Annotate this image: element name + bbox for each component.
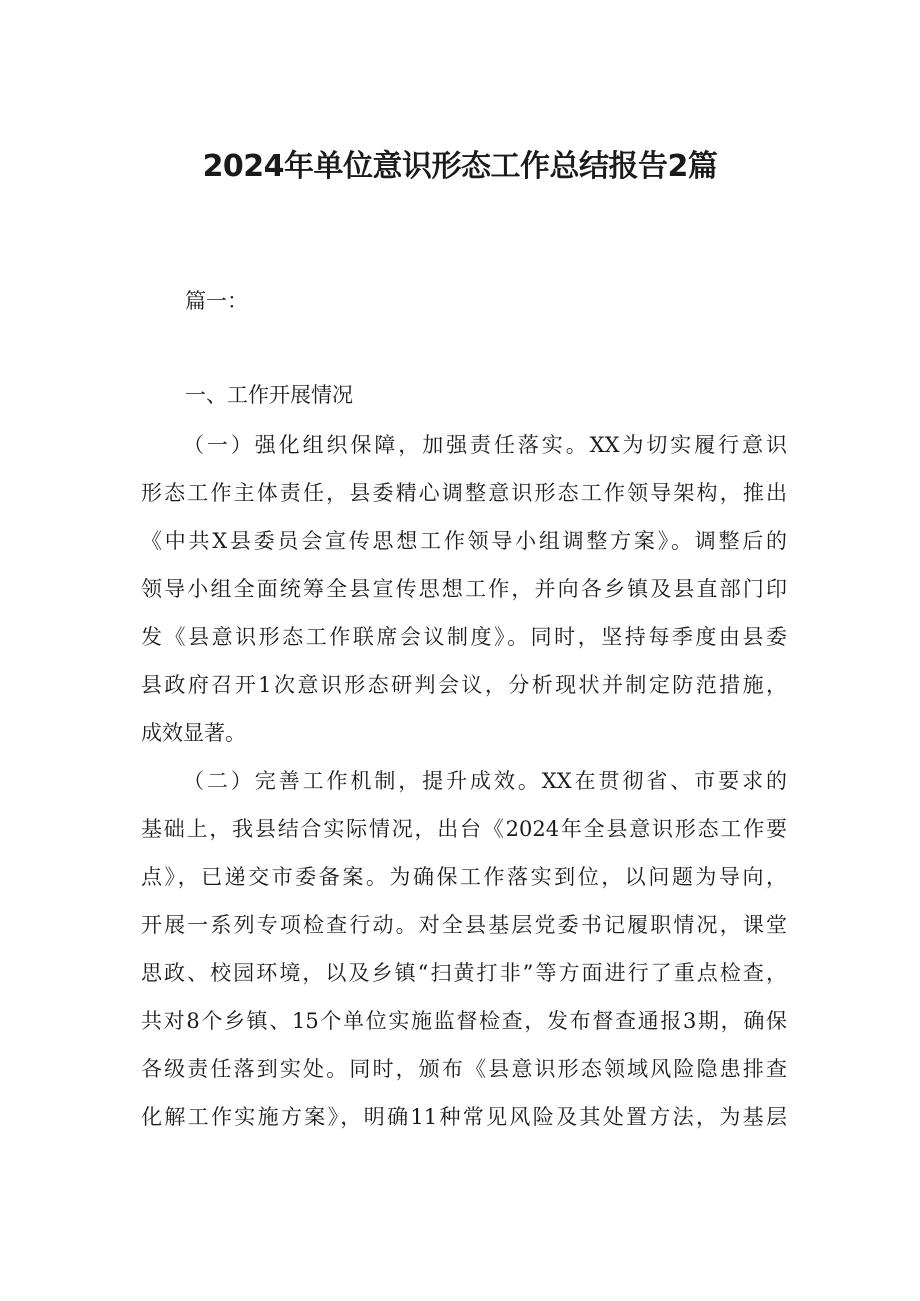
document-title: 2024年单位意识形态工作总结报告2篇 xyxy=(202,149,718,184)
paragraph-1-line: 发《县意识形态工作联席会议制度》。同时，坚持每季度由县委 xyxy=(141,625,787,649)
paragraph-1-line: （一）强化组织保障，加强责任落实。XX为切实履行意识 xyxy=(183,433,787,457)
paragraph-2-line: 共对8个乡镇、15个单位实施监督检查，发布督查通报3期，确保 xyxy=(141,1009,787,1033)
paragraph-2-line: 各级责任落到实处。同时，颁布《县意识形态领域风险隐患排查 xyxy=(141,1057,787,1081)
part-heading: 篇一： xyxy=(185,289,248,313)
paragraph-2-line: 基础上，我县结合实际情况，出台《2024年全县意识形态工作要 xyxy=(141,817,787,841)
paragraph-2-line: 点》，已递交市委备案。为确保工作落实到位，以问题为导向， xyxy=(141,865,787,889)
paragraph-2-line: 思政、校园环境，以及乡镇“扫黄打非”等方面进行了重点检查， xyxy=(141,961,787,985)
paragraph-1-line: 领导小组全面统筹全县宣传思想工作，并向各乡镇及县直部门印 xyxy=(141,577,787,601)
paragraph-2-line: 化解工作实施方案》，明确11种常见风险及其处置方法，为基层 xyxy=(141,1105,787,1129)
paragraph-1-line: 《中共X县委员会宣传思想工作领导小组调整方案》。调整后的 xyxy=(141,529,787,553)
section-heading: 一、工作开展情况 xyxy=(185,383,353,407)
paragraph-2-line: 开展一系列专项检查行动。对全县基层党委书记履职情况，课堂 xyxy=(141,913,787,937)
paragraph-1-line: 成效显著。 xyxy=(141,721,246,745)
paragraph-2-line: （二）完善工作机制，提升成效。XX在贯彻省、市要求的 xyxy=(183,769,787,793)
paragraph-1-line: 形态工作主体责任，县委精心调整意识形态工作领导架构，推出 xyxy=(141,481,787,505)
paragraph-1-line: 县政府召开1次意识形态研判会议，分析现状并制定防范措施， xyxy=(141,673,787,697)
